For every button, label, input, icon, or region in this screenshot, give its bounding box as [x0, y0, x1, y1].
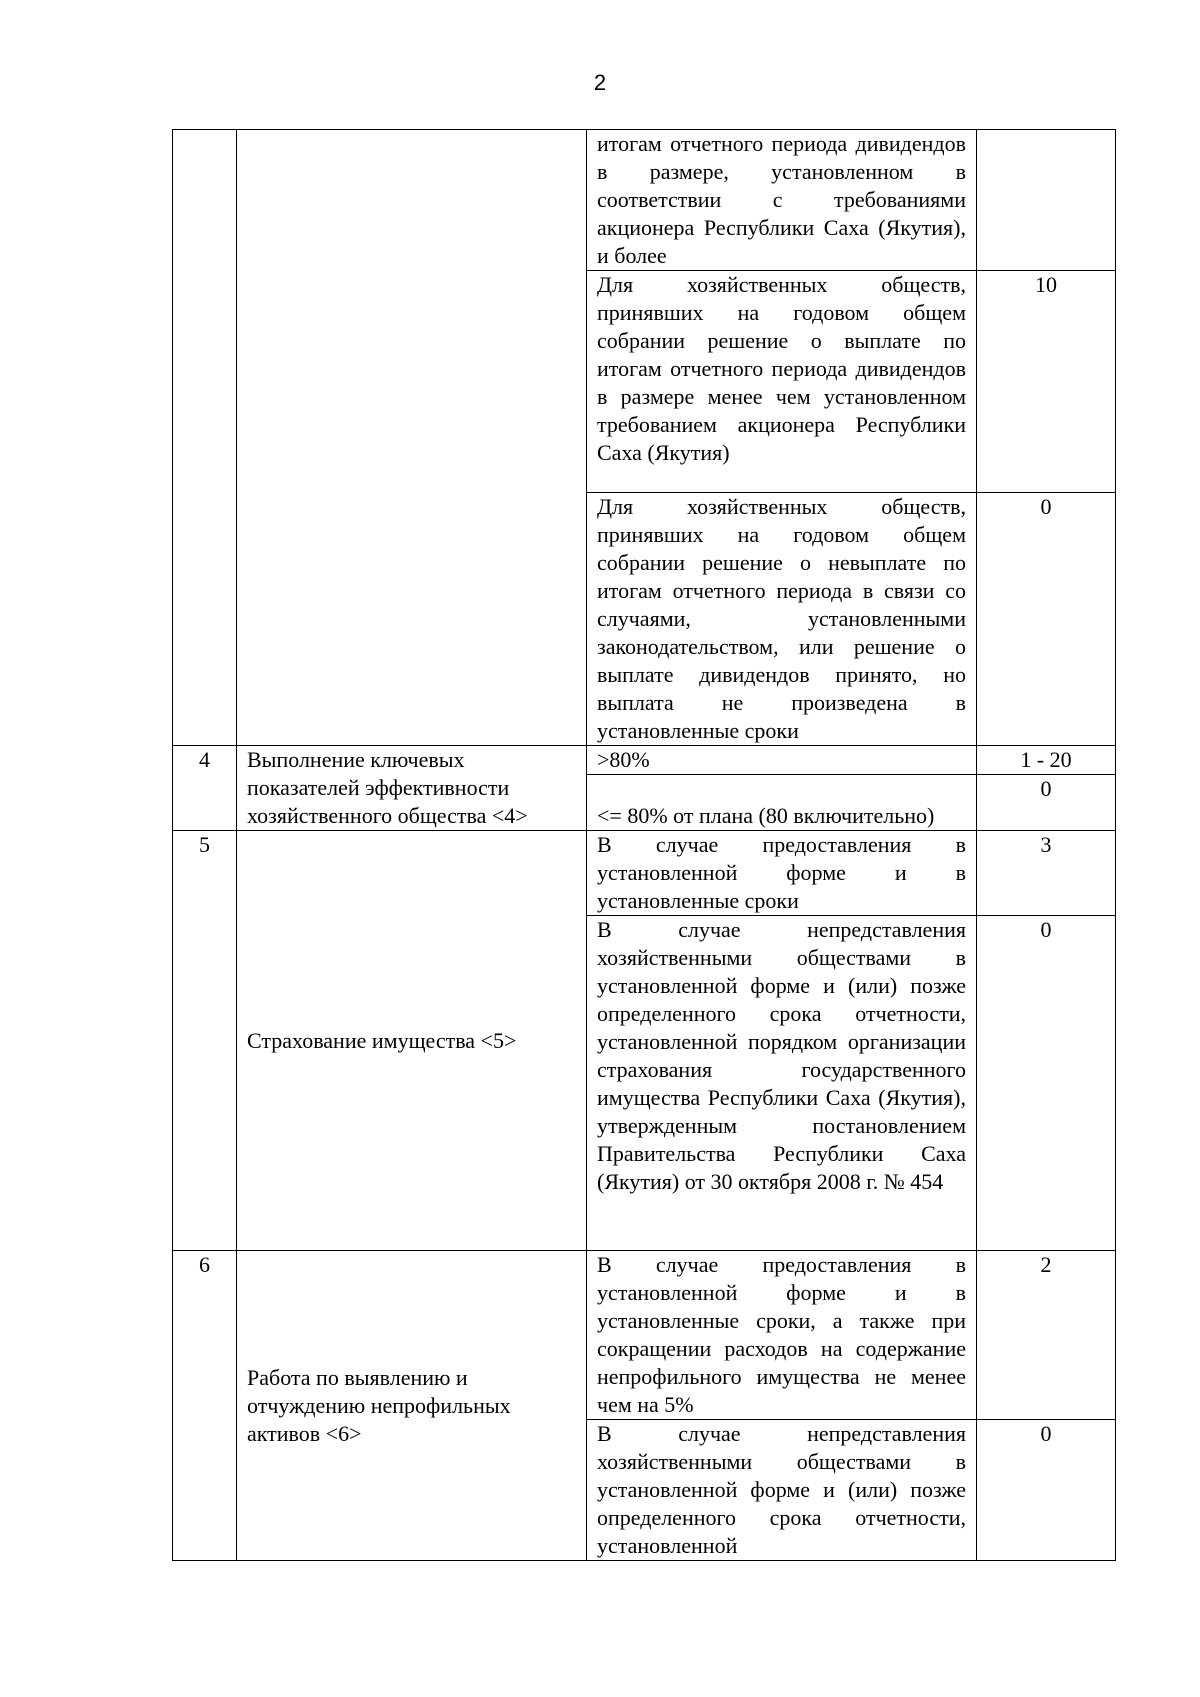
points-cell: 10 — [977, 271, 1116, 493]
points-cell: 0 — [977, 775, 1116, 831]
criterion-name-cell: Работа по выявлению и отчуждению непрофильных активов <6> — [237, 1251, 587, 1561]
condition-cell: Для хозяйственных обществ, принявших на годовом общем собрании решение о невыплате по итогам отчетного периода в связи со случаями, установленными законодательством, или решение о выплате дивидендов принято, но выплата не произведена в установленные сроки — [587, 493, 977, 746]
condition-cell: В случае непредставления хозяйственными обществами в установленной форме и (или) позже определенного срока отчетности, установленной порядком организации страхования государственного имущества Республики Саха (Якутия), утвержденным постановлением Правительства Республики Саха (Якутия) от 30 октября 2008 г. № 454 — [587, 916, 977, 1251]
points-cell: 0 — [977, 916, 1116, 1251]
row-number-cell — [173, 130, 237, 746]
points-cell: 3 — [977, 831, 1116, 916]
points-cell: 0 — [977, 1420, 1116, 1561]
condition-cell: итогам отчетного периода дивидендов в размере, установленном в соответствии с требованиями акционера Республики Саха (Якутия), и более — [587, 130, 977, 271]
condition-cell: В случае предоставления в установленной форме и в установленные сроки — [587, 831, 977, 916]
criterion-name-cell: Выполнение ключевых показателей эффективности хозяйственного общества <4> — [237, 746, 587, 831]
points-cell: 1 - 20 — [977, 746, 1116, 775]
condition-cell: Для хозяйственных обществ, принявших на годовом общем собрании решение о выплате по итогам отчетного периода дивидендов в размере менее чем установленном требованием акционера Республики Саха (Якутия) — [587, 271, 977, 493]
condition-cell: <= 80% от плана (80 включительно) — [587, 775, 977, 831]
table-row — [173, 130, 1116, 271]
criteria-table — [172, 129, 1116, 1561]
criterion-name-cell: Страхование имущества <5> — [237, 831, 587, 1251]
points-cell: 2 — [977, 1251, 1116, 1420]
points-cell: 0 — [977, 493, 1116, 746]
condition-cell: В случае непредставления хозяйственными обществами в установленной форме и (или) позже определенного срока отчетности, установленной — [587, 1420, 977, 1561]
row-number-cell: 4 — [173, 746, 237, 831]
points-cell — [977, 130, 1116, 271]
criterion-name-cell — [237, 130, 587, 746]
table-row — [173, 831, 1116, 916]
condition-cell: В случае предоставления в установленной форме и в установленные сроки, а также при сокращении расходов на содержание непрофильного имущества не менее чем на 5% — [587, 1251, 977, 1420]
condition-cell: >80% — [587, 746, 977, 775]
row-number-cell: 5 — [173, 831, 237, 1251]
row-number-cell: 6 — [173, 1251, 237, 1561]
table-row — [173, 746, 1116, 775]
table-row — [173, 1251, 1116, 1420]
page-number: 2 — [593, 70, 607, 95]
